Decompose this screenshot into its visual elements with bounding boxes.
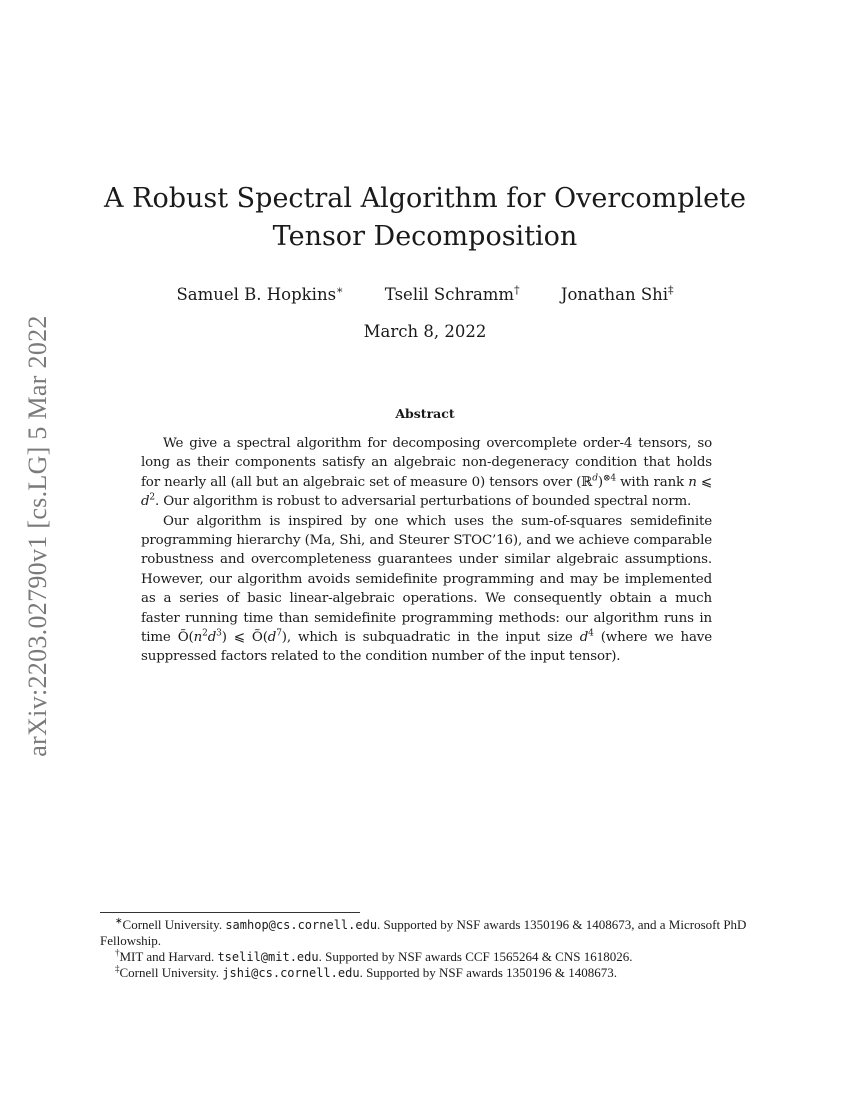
abstract-paragraph-1: We give a spectral algorithm for decomposing overcomplete order-4 tensors, so long as their components satisfy an algebraic non-degeneracy condition that holds for nearly all (all but an algebraic set of measure 0) tensors over (ℝ$^d$)$^{\otimes 4}$ with rank n ⩽ $d^2$. Our algorithm is robust to adversarial perturbations of bounded spectral norm. bbox=[141, 436, 712, 510]
email-link[interactable]: tselil@mit.edu bbox=[217, 950, 319, 964]
footnote-schramm: †MIT and Harvard. tselil@mit.edu. Supported by NSF awards CCF 1565264 & CNS 1618026. bbox=[115, 947, 633, 964]
author-hopkins: Samuel B. Hopkins∗ bbox=[176, 283, 344, 304]
arxiv-identifier: arXiv:2203.02790v1 [cs.LG] 5 Mar 2022 bbox=[23, 315, 52, 757]
abstract-heading: Abstract bbox=[395, 406, 455, 421]
footnote-hopkins: ∗Cornell University. samhop@cs.cornell.edu. Supported by NSF awards 1350196 & 1408673, and a Microsoft PhD Fellowship. bbox=[100, 915, 747, 948]
publication-date: March 8, 2022 bbox=[363, 322, 487, 341]
footnote-shi: ‡Cornell University. jshi@cs.cornell.edu. Supported by NSF awards 1350196 & 1408673. bbox=[115, 963, 618, 980]
abstract-body bbox=[141, 434, 712, 667]
author-shi: Jonathan Shi‡ bbox=[560, 283, 674, 304]
arxiv-stamp bbox=[0, 0, 60, 1100]
footnote-divider bbox=[100, 912, 360, 913]
title-line-1: A Robust Spectral Algorithm for Overcomplete bbox=[104, 183, 746, 214]
paper-title bbox=[100, 180, 750, 256]
affiliation-mark: † bbox=[514, 283, 520, 296]
title-line-2: Tensor Decomposition bbox=[272, 221, 578, 252]
email-link[interactable]: jshi@cs.cornell.edu bbox=[222, 966, 360, 980]
author-list bbox=[100, 283, 750, 304]
affiliation-mark: ‡ bbox=[668, 283, 674, 296]
abstract-paragraph-2: Our algorithm is inspired by one which uses the sum-of-squares semidefinite programming hierarchy (Ma, Shi, and Steurer STOC’16), and we achieve comparable robustness and overcompleteness guarantees under similar algebraic assumptions. However, our algorithm avoids semidefinite programming and may be implemented as a series of basic linear-algebraic operations. We consequently obtain a much faster running time than semidefinite programming methods: our algorithm runs in time $Õ(n^2d^3)$ ⩽ $Õ(d^7)$, which is subquadratic in the input size $d^4$ (where we have suppressed factors related to the condition number of the input tensor). bbox=[141, 513, 712, 665]
affiliation-mark: ∗ bbox=[336, 283, 344, 296]
email-link[interactable]: samhop@cs.cornell.edu bbox=[225, 918, 378, 932]
footnotes bbox=[100, 917, 755, 981]
author-schramm: Tselil Schramm† bbox=[384, 283, 520, 304]
